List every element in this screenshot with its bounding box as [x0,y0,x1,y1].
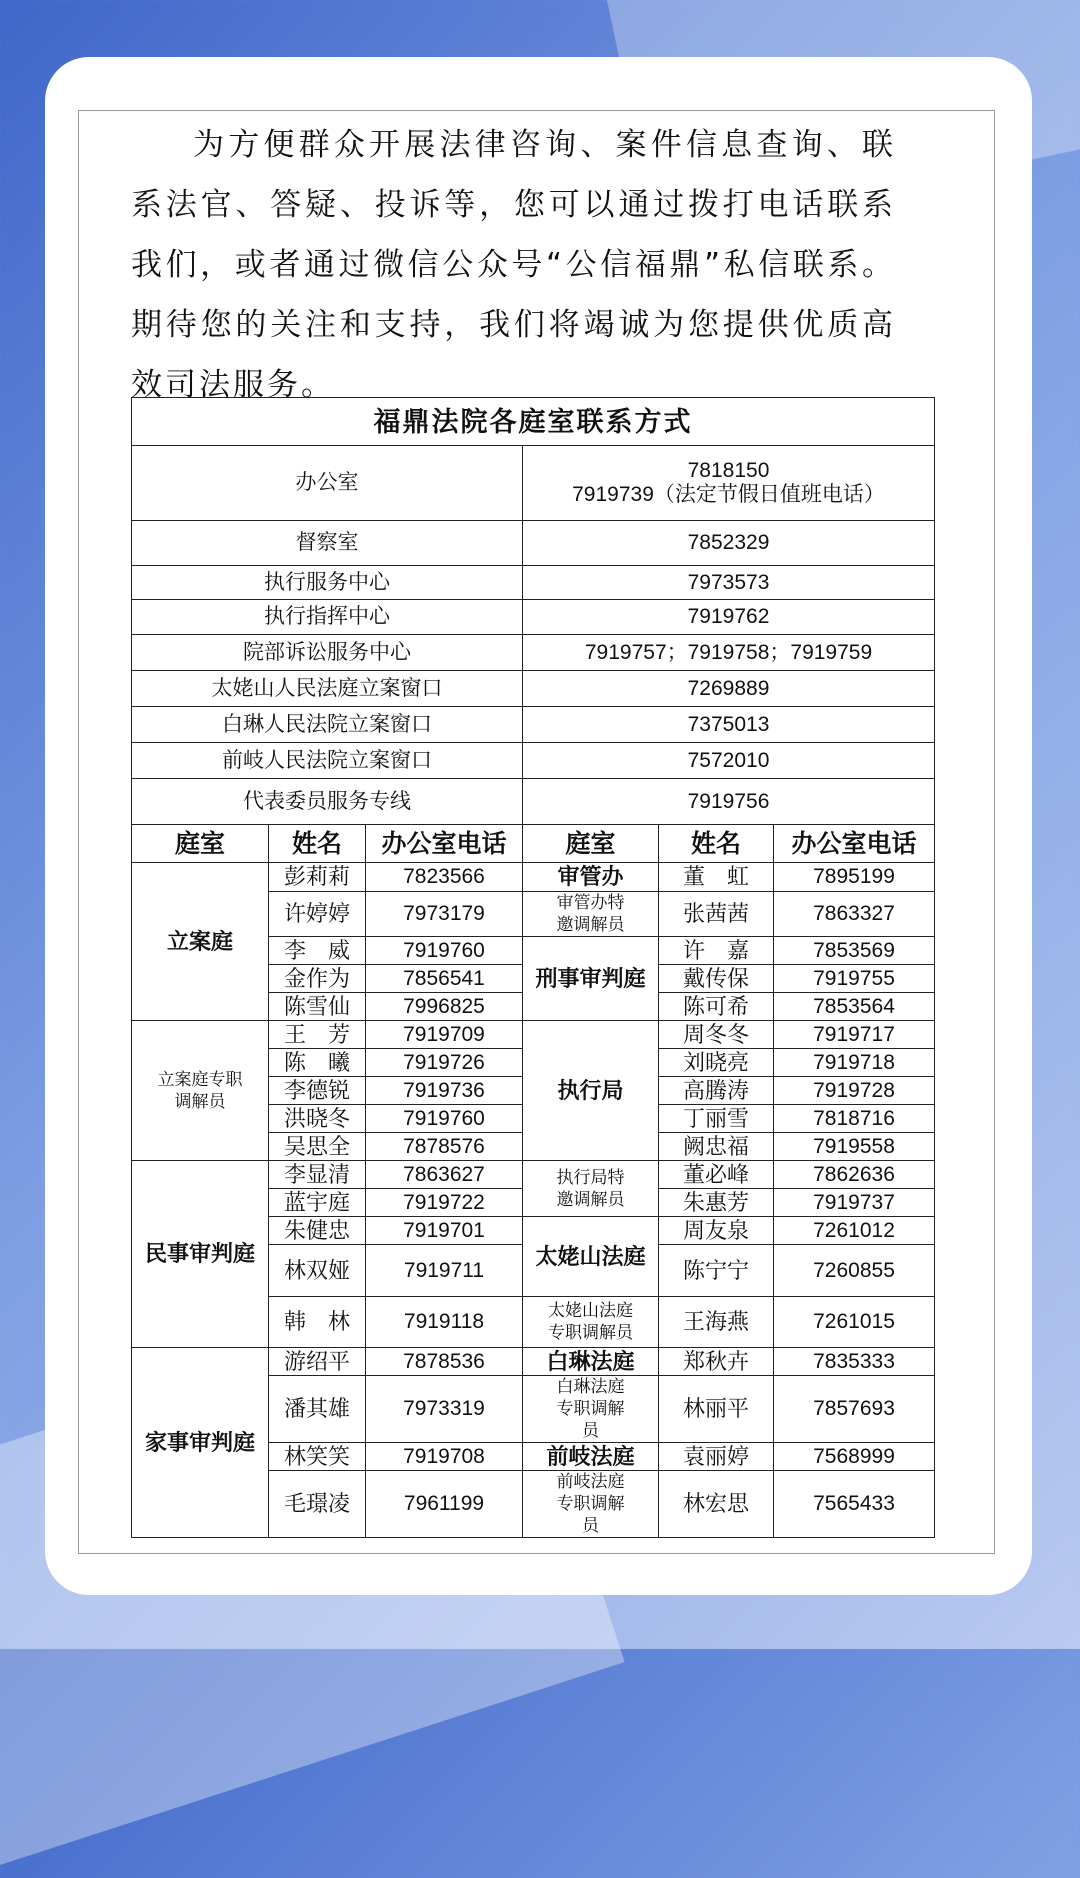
staff-name: 韩 林 [269,1297,366,1348]
office-phone: 7919757；7919758；7919759 [523,635,935,671]
staff-name: 林双娅 [269,1245,366,1297]
dept-cell: 审管办特邀调解员 [523,892,659,937]
staff-phone: 7862636 [774,1161,935,1189]
notice-frame [78,110,995,1554]
staff-name: 袁丽婷 [659,1443,774,1471]
staff-phone: 7919736 [366,1077,523,1105]
office-phone: 7973573 [523,566,935,600]
staff-phone: 7863327 [774,892,935,937]
office-name: 白琳人民法院立案窗口 [132,707,523,743]
staff-phone: 7857693 [774,1376,935,1443]
staff-name: 潘其雄 [269,1376,366,1443]
staff-name: 陈 曦 [269,1049,366,1077]
office-name: 执行指挥中心 [132,600,523,635]
staff-name: 金作为 [269,965,366,993]
office-phone: 7919756 [523,779,935,825]
dept-cell: 太姥山法庭 [523,1217,659,1297]
staff-name: 高腾涛 [659,1077,774,1105]
dept-cell: 刑事审判庭 [523,937,659,1021]
office-phone: 7852329 [523,521,935,566]
dept-cell: 民事审判庭 [132,1161,269,1348]
office-name: 执行服务中心 [132,566,523,600]
staff-name: 刘晓亮 [659,1049,774,1077]
staff-name: 张茜茜 [659,892,774,937]
staff-name: 周友泉 [659,1217,774,1245]
staff-phone: 7919709 [366,1021,523,1049]
header-dept: 庭室 [132,825,269,863]
header-name: 姓名 [659,825,774,863]
dept-cell: 前岐法庭 [523,1443,659,1471]
staff-phone: 7261012 [774,1217,935,1245]
dept-cell: 审管办 [523,863,659,892]
contact-table [131,397,935,1538]
office-phone: 7269889 [523,671,935,707]
office-phone: 7572010 [523,743,935,779]
staff-name: 游绍平 [269,1348,366,1376]
dept-cell: 立案庭专职调解员 [132,1021,269,1161]
staff-name: 董 虹 [659,863,774,892]
staff-phone: 7919718 [774,1049,935,1077]
staff-phone: 7919726 [366,1049,523,1077]
staff-name: 李显清 [269,1161,366,1189]
staff-phone: 7895199 [774,863,935,892]
office-name: 督察室 [132,521,523,566]
staff-name: 毛璟凌 [269,1471,366,1538]
staff-name: 许婷婷 [269,892,366,937]
staff-phone: 7878536 [366,1348,523,1376]
staff-phone: 7853569 [774,937,935,965]
staff-name: 吴思全 [269,1133,366,1161]
header-phone: 办公室电话 [774,825,935,863]
staff-phone: 7863627 [366,1161,523,1189]
office-name: 前岐人民法院立案窗口 [132,743,523,779]
dept-cell: 立案庭 [132,863,269,1021]
staff-name: 洪晓冬 [269,1105,366,1133]
staff-name: 戴传保 [659,965,774,993]
staff-name: 朱惠芳 [659,1189,774,1217]
staff-phone: 7823566 [366,863,523,892]
staff-phone: 7818716 [774,1105,935,1133]
office-phone: 7375013 [523,707,935,743]
dept-cell: 太姥山法庭专职调解员 [523,1297,659,1348]
staff-name: 林宏思 [659,1471,774,1538]
staff-name: 王海燕 [659,1297,774,1348]
staff-name: 王 芳 [269,1021,366,1049]
header-name: 姓名 [269,825,366,863]
dept-cell: 执行局 [523,1021,659,1161]
office-phone-line: 7919739（法定节假日值班电话） [572,483,885,506]
staff-phone: 7919711 [366,1245,523,1297]
staff-name: 陈宁宁 [659,1245,774,1297]
staff-phone: 7856541 [366,965,523,993]
staff-phone: 7996825 [366,993,523,1021]
table-title: 福鼎法院各庭室联系方式 [132,398,935,446]
staff-name: 彭莉莉 [269,863,366,892]
notice-card [45,57,1032,1595]
staff-phone: 7919755 [774,965,935,993]
staff-phone: 7919760 [366,1105,523,1133]
staff-name: 李德锐 [269,1077,366,1105]
staff-phone: 7878576 [366,1133,523,1161]
staff-phone: 7261015 [774,1297,935,1348]
staff-phone: 7568999 [774,1443,935,1471]
header-dept: 庭室 [523,825,659,863]
staff-name: 陈雪仙 [269,993,366,1021]
staff-name: 陈可希 [659,993,774,1021]
office-phone [523,446,935,521]
staff-name: 林丽平 [659,1376,774,1443]
staff-phone: 7919708 [366,1443,523,1471]
dept-cell: 白琳法庭专职调解员 [523,1376,659,1443]
office-name: 代表委员服务专线 [132,779,523,825]
header-phone: 办公室电话 [366,825,523,863]
staff-phone: 7919728 [774,1077,935,1105]
staff-phone: 7919760 [366,937,523,965]
dept-cell: 家事审判庭 [132,1348,269,1538]
staff-phone: 7919737 [774,1189,935,1217]
staff-phone: 7919118 [366,1297,523,1348]
office-name: 办公室 [132,446,523,521]
dept-cell: 执行局特邀调解员 [523,1161,659,1217]
office-phone: 7919762 [523,600,935,635]
staff-phone: 7919717 [774,1021,935,1049]
staff-name: 丁丽雪 [659,1105,774,1133]
staff-phone: 7961199 [366,1471,523,1538]
staff-name: 李 威 [269,937,366,965]
staff-phone: 7260855 [774,1245,935,1297]
intro-paragraph: 为方便群众开展法律咨询、案件信息查询、联系法官、答疑、投诉等，您可以通过拨打电话联系我们，或者通过微信公众号“公信福鼎”私信联系。期待您的关注和支持，我们将竭诚为您提供优质高效司法服务。 [131,127,896,403]
staff-phone: 7973179 [366,892,523,937]
staff-name: 朱健忠 [269,1217,366,1245]
staff-name: 蓝宇庭 [269,1189,366,1217]
staff-name: 董必峰 [659,1161,774,1189]
staff-name: 周冬冬 [659,1021,774,1049]
staff-phone: 7853564 [774,993,935,1021]
staff-phone: 7973319 [366,1376,523,1443]
staff-name: 郑秋卉 [659,1348,774,1376]
staff-name: 林笑笑 [269,1443,366,1471]
staff-name: 许 嘉 [659,937,774,965]
staff-phone: 7919701 [366,1217,523,1245]
staff-phone: 7565433 [774,1471,935,1538]
dept-cell: 白琳法庭 [523,1348,659,1376]
staff-phone: 7919558 [774,1133,935,1161]
office-name: 院部诉讼服务中心 [132,635,523,671]
staff-phone: 7919722 [366,1189,523,1217]
office-phone-line: 7818150 [687,459,770,482]
staff-name: 阙忠福 [659,1133,774,1161]
office-name: 太姥山人民法庭立案窗口 [132,671,523,707]
staff-phone: 7835333 [774,1348,935,1376]
dept-cell: 前岐法庭专职调解员 [523,1471,659,1538]
